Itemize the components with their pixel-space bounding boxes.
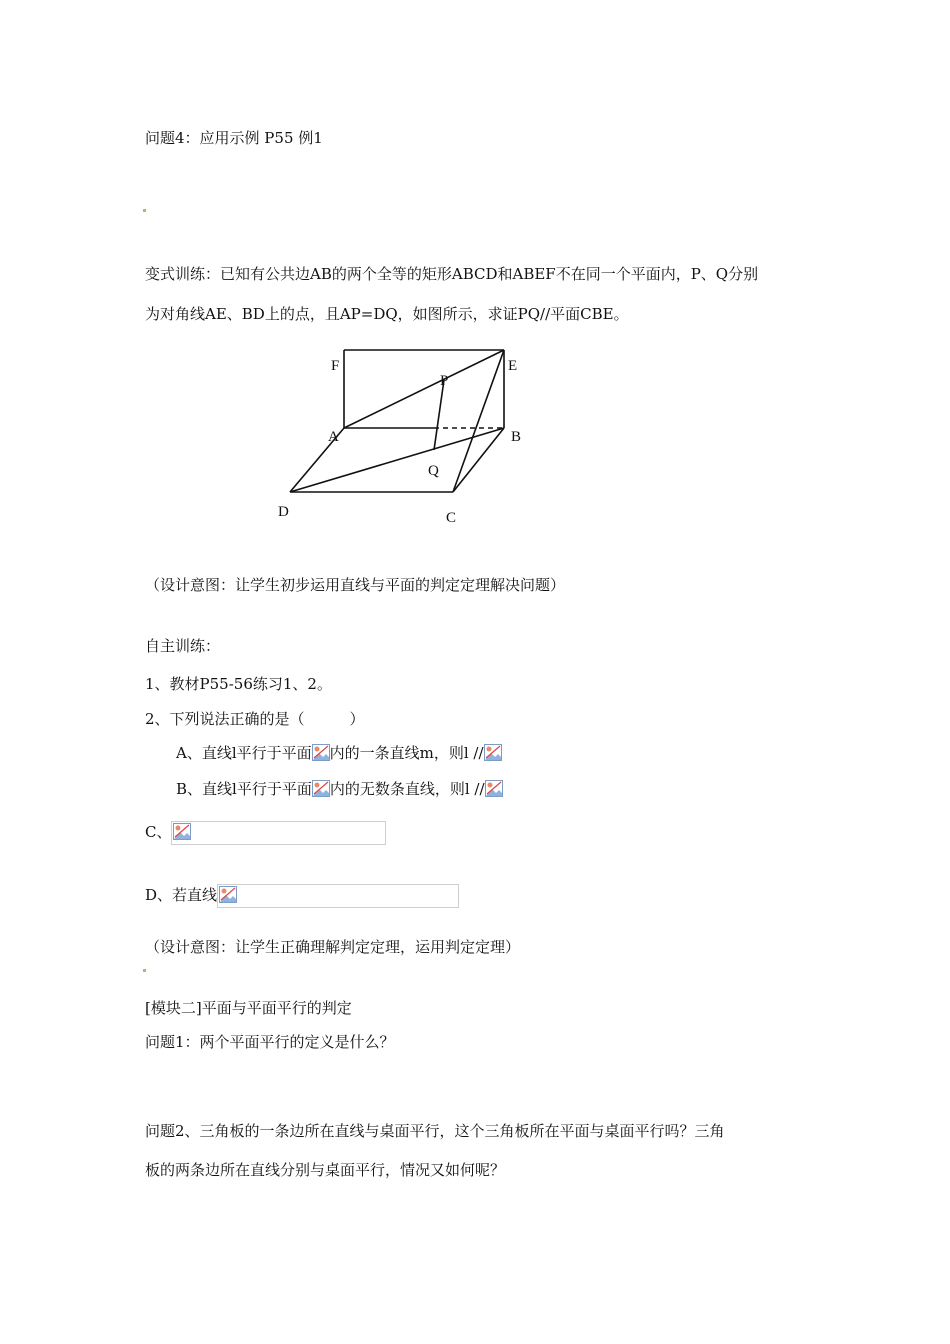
broken-image-icon xyxy=(485,780,503,797)
question-2-line2: 板的两条边所在直线分别与桌面平行，情况又如何呢？ xyxy=(145,1161,506,1179)
paragraph-mark xyxy=(143,209,146,212)
option-d-image-placeholder xyxy=(217,884,459,908)
variant-training-line2: 为对角线AE、BD上的点，且AP=DQ，如图所示，求证PQ//平面CBE。 xyxy=(145,305,629,323)
broken-image-icon xyxy=(312,744,330,761)
design-note-2: （设计意图：让学生正确理解判定定理，运用判定定理） xyxy=(145,938,521,956)
option-b xyxy=(176,779,503,799)
label-P: P xyxy=(440,373,449,389)
label-Q: Q xyxy=(428,463,439,479)
geometry-figure xyxy=(270,340,530,530)
option-a-prefix: A、直线l平行于平面 xyxy=(176,744,312,762)
option-c-image-placeholder xyxy=(171,821,386,845)
label-A: A xyxy=(328,429,339,445)
option-d xyxy=(145,884,459,908)
option-b-middle: 内的无数条直线，则l // xyxy=(329,780,485,798)
design-note-1: （设计意图：让学生初步运用直线与平面的判定定理解决问题） xyxy=(145,576,566,594)
option-c-prefix: C、 xyxy=(145,823,172,841)
segment-PQ xyxy=(434,380,444,450)
variant-training-line1: 变式训练：已知有公共边AB的两个全等的矩形ABCD和ABEF不在同一个平面内，P、Q分别 xyxy=(145,265,759,283)
label-D: D xyxy=(278,504,289,520)
exercise-item-1: 1、教材P55-56练习1、2。 xyxy=(145,675,332,693)
option-d-prefix: D、若直线 xyxy=(145,886,218,904)
broken-image-icon xyxy=(219,886,237,903)
option-c xyxy=(145,821,386,845)
edge-CB xyxy=(453,428,504,492)
label-C: C xyxy=(446,510,457,526)
question-2-line1: 问题2、三角板的一条边所在直线与桌面平行，这个三角板所在平面与桌面平行吗？三角 xyxy=(145,1122,725,1140)
broken-image-icon xyxy=(484,744,502,761)
exercise-item-2: 2、下列说法正确的是（ ） xyxy=(145,710,365,728)
option-b-prefix: B、直线l平行于平面 xyxy=(176,780,312,798)
option-a xyxy=(176,743,502,763)
self-training-heading: 自主训练： xyxy=(145,637,221,655)
question-1: 问题1：两个平面平行的定义是什么？ xyxy=(145,1033,395,1051)
option-a-middle: 内的一条直线m，则l // xyxy=(329,744,484,762)
label-E: E xyxy=(508,358,518,374)
label-F: F xyxy=(331,358,340,374)
problem4-text: 问题4：应用示例 P55 例1 xyxy=(145,129,323,147)
broken-image-icon xyxy=(312,780,330,797)
paragraph-mark xyxy=(143,969,146,972)
module-2-heading: [模块二]平面与平面平行的判定 xyxy=(145,999,352,1017)
broken-image-icon xyxy=(173,823,191,840)
label-B: B xyxy=(511,429,522,445)
